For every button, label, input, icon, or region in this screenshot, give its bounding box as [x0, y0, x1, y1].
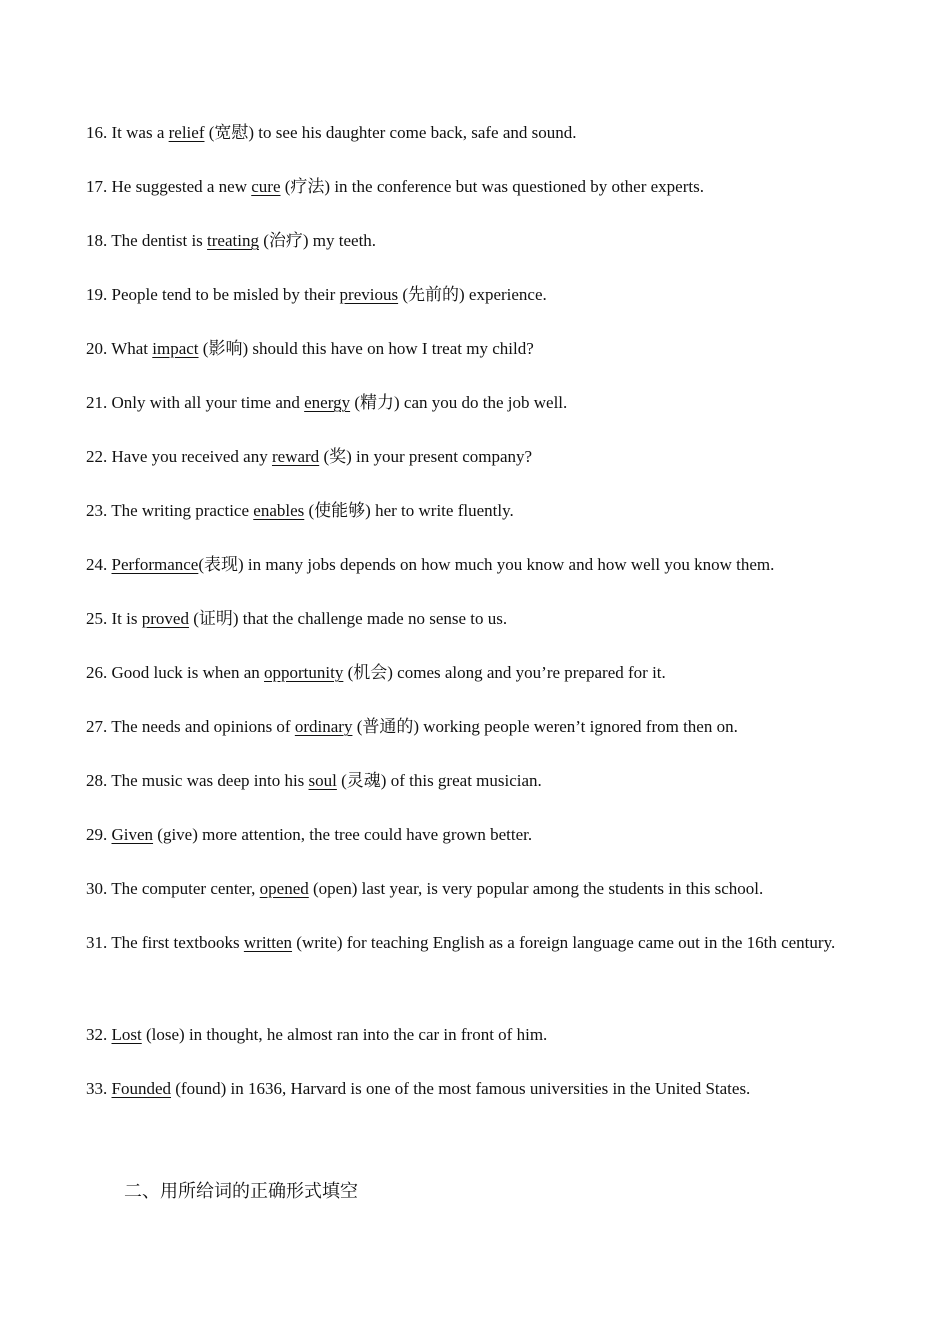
exercise-item-28	[86, 762, 864, 800]
item-text: 30. The computer center,	[86, 879, 260, 898]
exercise-item-30	[86, 870, 864, 908]
answer-word: ordinary	[294, 717, 353, 736]
item-text: 23. The writing practice	[86, 501, 254, 520]
item-text: 24.	[86, 555, 112, 574]
answer-word: cure	[251, 177, 281, 196]
item-text: 28. The music was deep into his	[86, 771, 309, 790]
item-text: 32.	[86, 1025, 112, 1044]
item-text: (奖) in your present company?	[319, 447, 533, 466]
item-text: (灵魂) of this great musician.	[336, 771, 542, 790]
item-text: (普通的) working people weren’t ignored from then on.	[352, 717, 738, 736]
item-text: (证明) that the challenge made no sense to us.	[188, 609, 508, 628]
item-text: 18. The dentist is	[86, 231, 208, 250]
item-text: 27. The needs and opinions of	[86, 717, 295, 736]
item-text: (疗法) in the conference but was questioned by other experts.	[280, 177, 704, 196]
item-text: 20. What	[86, 339, 153, 358]
exercise-item-18	[86, 222, 864, 260]
answer-word: Founded	[111, 1079, 171, 1098]
exercise-item-31	[86, 924, 864, 962]
item-text: (write) for teaching English as a foreign language came out in the 16th century.	[292, 933, 836, 952]
exercise-item-19	[86, 276, 864, 314]
answer-word: enables	[253, 501, 305, 520]
answer-word: energy	[304, 393, 351, 412]
exercise-item-16	[86, 114, 864, 152]
answer-word: Given	[111, 825, 154, 844]
item-text: (影响) should this have on how I treat my child?	[198, 339, 534, 358]
item-text: 25. It is	[86, 609, 142, 628]
exercise-item-33	[86, 1070, 864, 1108]
answer-word: written	[243, 933, 293, 952]
exercise-item-26	[86, 654, 864, 692]
exercise-item-24	[86, 546, 864, 584]
item-text: (先前的) experience.	[398, 285, 547, 304]
item-text: 33.	[86, 1079, 112, 1098]
answer-word: Lost	[111, 1025, 142, 1044]
exercise-item-23	[86, 492, 864, 530]
item-text: (治疗) my teeth.	[258, 231, 377, 250]
exercise-item-21	[86, 384, 864, 422]
item-text: (lose) in thought, he almost ran into the car in front of him.	[141, 1025, 548, 1044]
exercise-item-25	[86, 600, 864, 638]
exercise-item-32	[86, 1016, 864, 1054]
item-text: (使能够) her to write fluently.	[304, 501, 514, 520]
answer-word: proved	[141, 609, 189, 628]
item-text: (open) last year, is very popular among the students in this school.	[308, 879, 764, 898]
item-text: (精力) can you do the job well.	[350, 393, 568, 412]
item-text: (宽慰) to see his daughter come back, safe and sound.	[204, 123, 577, 142]
exercise-item-27	[86, 708, 864, 746]
answer-word: previous	[339, 285, 399, 304]
answer-word: opened	[259, 879, 309, 898]
answer-word: Performance	[111, 555, 199, 574]
item-text: 29.	[86, 825, 112, 844]
item-text: (give) more attention, the tree could have grown better.	[153, 825, 533, 844]
answer-word: opportunity	[264, 663, 344, 682]
item-text: 21. Only with all your time and	[86, 393, 305, 412]
item-text: (found) in 1636, Harvard is one of the most famous universities in the United States.	[171, 1079, 751, 1098]
answer-word: reward	[271, 447, 320, 466]
exercise-item-29	[86, 816, 864, 854]
section-heading: 二、用所给词的正确形式填空	[124, 1181, 358, 1201]
exercise-item-20	[86, 330, 864, 368]
answer-word: treating	[207, 231, 259, 250]
exercise-item-17	[86, 168, 864, 206]
item-text: 31. The first textbooks	[86, 933, 244, 952]
answer-word: soul	[308, 771, 337, 790]
item-text: 16. It was a	[86, 123, 169, 142]
item-text: 26. Good luck is when an	[86, 663, 265, 682]
exercise-item-22	[86, 438, 864, 476]
item-text: (表现) in many jobs depends on how much you know and how well you know them.	[198, 555, 775, 574]
item-text: 22. Have you received any	[86, 447, 272, 466]
item-text: 19. People tend to be misled by their	[86, 285, 340, 304]
item-text: 17. He suggested a new	[86, 177, 252, 196]
answer-word: impact	[152, 339, 199, 358]
answer-word: relief	[168, 123, 205, 142]
item-text: (机会) comes along and you’re prepared for it.	[343, 663, 666, 682]
